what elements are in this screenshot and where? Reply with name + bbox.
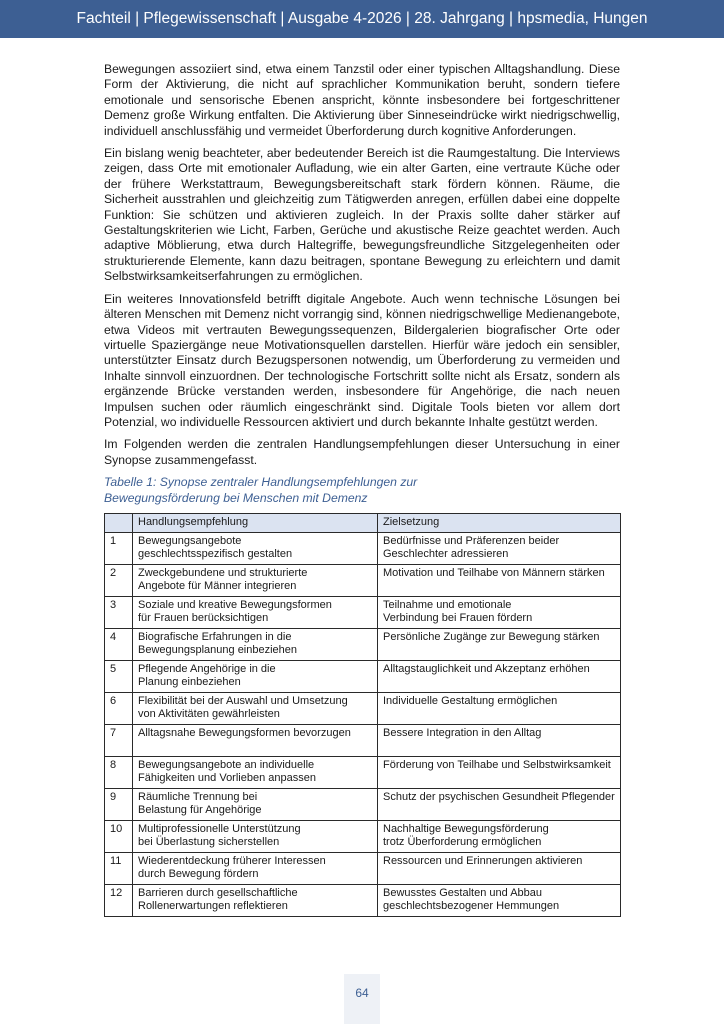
table-row [105, 692, 621, 724]
recommendation-cell-line-2: Fähigkeiten und Vorlieben anpassen [138, 772, 316, 785]
objective-cell [378, 884, 621, 916]
objective-cell [378, 532, 621, 564]
recommendation-cell-line-1: Biografische Erfahrungen in die [138, 630, 292, 643]
table-row [105, 564, 621, 596]
row-number: 5 [105, 660, 133, 692]
objective-cell [378, 788, 621, 820]
recommendation-cell-line-2: Angebote für Männer integrieren [138, 580, 297, 593]
row-number: 11 [105, 852, 133, 884]
objective-cell [378, 564, 621, 596]
objective-cell [378, 660, 621, 692]
row-number: 9 [105, 788, 133, 820]
recommendation-cell-line-1: Pflegende Angehörige in die [138, 662, 276, 675]
objective-cell-line-1: Schutz der psychischen Gesundheit Pflegender [383, 790, 615, 803]
table-row [105, 532, 621, 564]
recommendation-cell-line-1: Flexibilität bei der Auswahl und Umsetzung [138, 694, 348, 707]
paragraph-2: Ein bislang wenig beachteter, aber bedeutender Bereich ist die Raumgestaltung. Die Interviews zeigen, dass Orte mit emotionaler Aufladung, wie ein alter Garten, eine vertraute Küche oder der frühere Werkstattraum, Bewegungsbereitschaft stark fördern können. Räume, die Sicherheit ausstrahlen und gleichzeitig zum Tätigwerden anregen, erfüllen dabei eine doppelte Funktion: Sie schützen und aktivieren zugleich. In der Praxis sollte daher stärker auf Gestaltungskriterien wie Licht, Farben, Gerüche und akustische Reize geachtet werden. Auch adaptive Möblierung, etwa durch Haltegriffe, bewegungsfreundliche Sitzgelegenheiten oder strukturierende Elemente, kann dazu beitragen, spontane Bewegung zu erleichtern und damit Selbstwirksamkeitserfahrungen zu ermöglichen. [104, 146, 620, 284]
table-row [105, 852, 621, 884]
table-row [105, 628, 621, 660]
recommendation-cell [133, 628, 378, 660]
recommendation-cell-line-2: Belastung für Angehörige [138, 804, 262, 817]
recommendation-cell-line-2: durch Bewegung fördern [138, 868, 259, 881]
recommendation-cell [133, 564, 378, 596]
recommendation-cell-line-1: Wiederentdeckung früherer Interessen [138, 854, 326, 867]
header-objective: Zielsetzung [378, 513, 621, 532]
recommendation-cell-line-1: Soziale und kreative Bewegungsformen [138, 598, 332, 611]
recommendation-cell [133, 724, 378, 756]
page-header: Fachteil | Pflegewissenschaft | Ausgabe 4-2026 | 28. Jahrgang | hpsmedia, Hungen [0, 0, 724, 38]
table-caption-line-1: Tabelle 1: Synopse zentraler Handlungsempfehlungen zur [104, 475, 418, 490]
objective-cell [378, 820, 621, 852]
paragraph-3: Ein weiteres Innovationsfeld betrifft digitale Angebote. Auch wenn technische Lösungen bei älteren Menschen mit Demenz nicht vorrangig sind, können niedrigschwellige Medienangebote, etwa Videos mit vertrauten Bewegungssequenzen, Bildergalerien biografischer Orte oder virtuelle Spaziergänge neue Motivationsquellen darstellen. Hierfür wäre jedoch ein sensibler, unterstützter Einsatz durch Bezugspersonen notwendig, um Überforderung zu vermeiden und Inhalte sinnvoll einzuordnen. Der technologische Fortschritt sollte nicht als Ersatz, sondern als ergänzende Brücke verstanden werden, insbesondere für Angehörige, die nach neuen Impulsen suchen oder räumlich eingeschränkt sind. Digitale Tools bieten vor allem dort Potenzial, wo individuelle Ressourcen aktiviert und durch bekannte Inhalte gestützt werden. [104, 291, 620, 429]
table-header-row [105, 513, 621, 532]
objective-cell-line-1: Teilnahme und emotionale [383, 598, 512, 611]
article-body [104, 62, 620, 917]
objective-cell [378, 756, 621, 788]
objective-cell-line-1: Förderung von Teilhabe und Selbstwirksamkeit [383, 758, 611, 771]
recommendation-cell-line-1: Alltagsnahe Bewegungsformen bevorzugen [138, 726, 351, 739]
objective-cell-line-2: geschlechtsbezogener Hemmungen [383, 900, 560, 913]
paragraph-4: Im Folgenden werden die zentralen Handlungsempfehlungen dieser Untersuchung in einer Synopse zusammengefasst. [104, 437, 620, 467]
recommendation-cell-line-2: Rollenerwartungen reflektieren [138, 900, 288, 913]
recommendation-cell [133, 852, 378, 884]
recommendation-cell [133, 884, 378, 916]
objective-cell-line-2: trotz Überforderung ermöglichen [383, 836, 542, 849]
recommendation-cell-line-2: Bewegungsplanung einbeziehen [138, 644, 298, 657]
recommendation-cell [133, 692, 378, 724]
row-number: 6 [105, 692, 133, 724]
table-row [105, 788, 621, 820]
objective-cell [378, 852, 621, 884]
objective-cell [378, 724, 621, 756]
recommendation-cell-line-2: bei Überlastung sicherstellen [138, 836, 280, 849]
objective-cell-line-1: Ressourcen und Erinnerungen aktivieren [383, 854, 583, 867]
recommendation-cell [133, 820, 378, 852]
row-number: 8 [105, 756, 133, 788]
recommendation-cell-line-2: geschlechtsspezifisch gestalten [138, 548, 293, 561]
row-number: 3 [105, 596, 133, 628]
row-number: 12 [105, 884, 133, 916]
row-number: 1 [105, 532, 133, 564]
table-row [105, 660, 621, 692]
objective-cell-line-1: Bessere Integration in den Alltag [383, 726, 542, 739]
table-row [105, 596, 621, 628]
objective-cell-line-1: Persönliche Zugänge zur Bewegung stärken [383, 630, 600, 643]
table-row [105, 724, 621, 756]
recommendation-cell-line-1: Multiprofessionelle Unterstützung [138, 822, 301, 835]
objective-cell-line-1: Motivation und Teilhabe von Männern stärken [383, 566, 605, 579]
recommendation-cell-line-2: von Aktivitäten gewährleisten [138, 708, 280, 721]
recommendations-table [104, 513, 621, 917]
objective-cell-line-1: Individuelle Gestaltung ermöglichen [383, 694, 558, 707]
recommendation-cell-line-1: Bewegungsangebote an individuelle [138, 758, 315, 771]
recommendation-cell [133, 788, 378, 820]
header-number [105, 513, 133, 532]
row-number: 4 [105, 628, 133, 660]
table-row [105, 756, 621, 788]
recommendation-cell-line-1: Zweckgebundene und strukturierte [138, 566, 308, 579]
recommendation-cell [133, 756, 378, 788]
objective-cell-line-1: Alltagstauglichkeit und Akzeptanz erhöhen [383, 662, 590, 675]
objective-cell-line-1: Bewusstes Gestalten und Abbau [383, 886, 542, 899]
objective-cell-line-1: Bedürfnisse und Präferenzen beider [383, 534, 560, 547]
table-caption [104, 475, 620, 506]
table-row [105, 884, 621, 916]
row-number: 7 [105, 724, 133, 756]
objective-cell-line-2: Geschlechter adressieren [383, 548, 509, 561]
recommendation-cell [133, 660, 378, 692]
objective-cell [378, 596, 621, 628]
paragraph-1: Bewegungen assoziiert sind, etwa einem Tanzstil oder einer typischen Alltagshandlung. Diese Form der Aktivierung, die nicht auf sprachlicher Kommunikation beruht, sondern tiefere emotionale und sensorische Ebenen anspricht, könnte insbesondere bei fortgeschrittener Demenz große Wirkung entfalten. Die Aktivierung über Sinneseindrücke wirkt niedrigschwellig, individuell anschlussfähig und vermeidet Überforderung durch kognitive Anforderungen. [104, 62, 620, 138]
table-body [105, 532, 621, 916]
objective-cell [378, 692, 621, 724]
objective-cell-line-2: Verbindung bei Frauen fördern [383, 612, 533, 625]
recommendation-cell [133, 596, 378, 628]
recommendation-cell-line-1: Räumliche Trennung bei [138, 790, 258, 803]
recommendation-cell-line-1: Barrieren durch gesellschaftliche [138, 886, 298, 899]
recommendation-cell-line-2: für Frauen berücksichtigen [138, 612, 269, 625]
table-caption-line-2: Bewegungsförderung bei Menschen mit Demenz [104, 490, 368, 505]
recommendation-cell-line-1: Bewegungsangebote [138, 534, 242, 547]
table-row [105, 820, 621, 852]
row-number: 10 [105, 820, 133, 852]
recommendation-cell [133, 532, 378, 564]
row-number: 2 [105, 564, 133, 596]
objective-cell [378, 628, 621, 660]
recommendation-cell-line-2: Planung einbeziehen [138, 676, 241, 689]
header-recommendation: Handlungsempfehlung [133, 513, 378, 532]
page-number: 64 [344, 974, 380, 1024]
objective-cell-line-1: Nachhaltige Bewegungsförderung [383, 822, 549, 835]
